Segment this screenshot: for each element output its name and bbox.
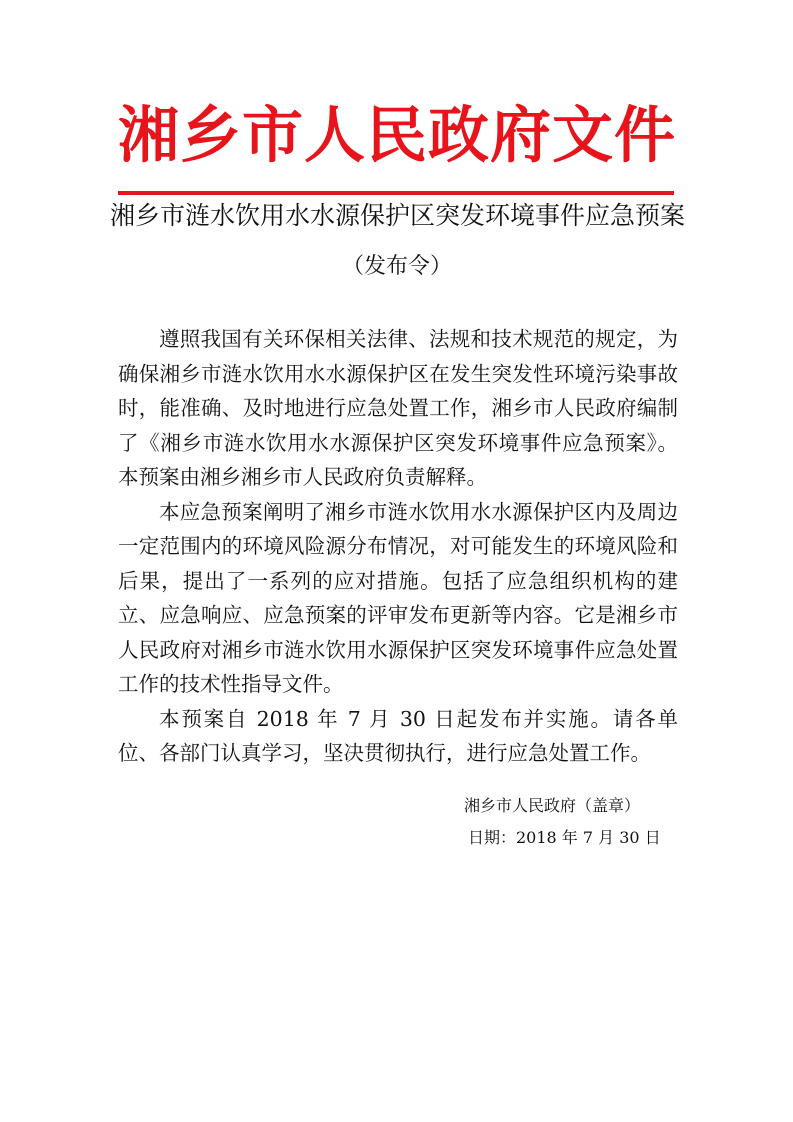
document-body: [118, 322, 678, 771]
signature-issuer: 湘乡市人民政府（盖章）: [464, 796, 641, 815]
body-paragraph-2: 本应急预案阐明了湘乡市涟水饮用水水源保护区内及周边一定范围内的环境风险源分布情况，对可能发生的环境风险和后果，提出了一系列的应对措施。包括了应急组织机构的建立、应急响应、应急预案的评审发布更新等内容。它是湘乡市人民政府对湘乡市涟水饮用水源保护区突发环境事件应急处置工作的技术性指导文件。: [118, 499, 678, 696]
signature-date: 日期：2018 年 7 月 30 日: [468, 828, 661, 847]
red-header-title: 湘乡市人民政府文件: [118, 100, 677, 171]
document-subtitle: （发布令）: [341, 254, 452, 279]
body-paragraph-3: 本预案自 2018 年 7 月 30 日起发布并实施。请各单位、各部门认真学习，坚决贯彻执行，进行应急处置工作。: [118, 706, 678, 765]
body-paragraph-1: 遵照我国有关环保相关法律、法规和技术规范的规定，为确保湘乡市涟水饮用水水源保护区在发生突发性环境污染事故时，能准确、及时地进行应急处置工作，湘乡市人民政府编制了《湘乡市涟水饮用水水源保护区突发环境事件应急预案》。本预案由湘乡湘乡市人民政府负责解释。: [118, 327, 678, 489]
document-title: 湘乡市涟水饮用水水源保护区突发环境事件应急预案: [110, 201, 686, 230]
signature-block: [464, 790, 684, 854]
red-header-rule: [118, 191, 674, 195]
